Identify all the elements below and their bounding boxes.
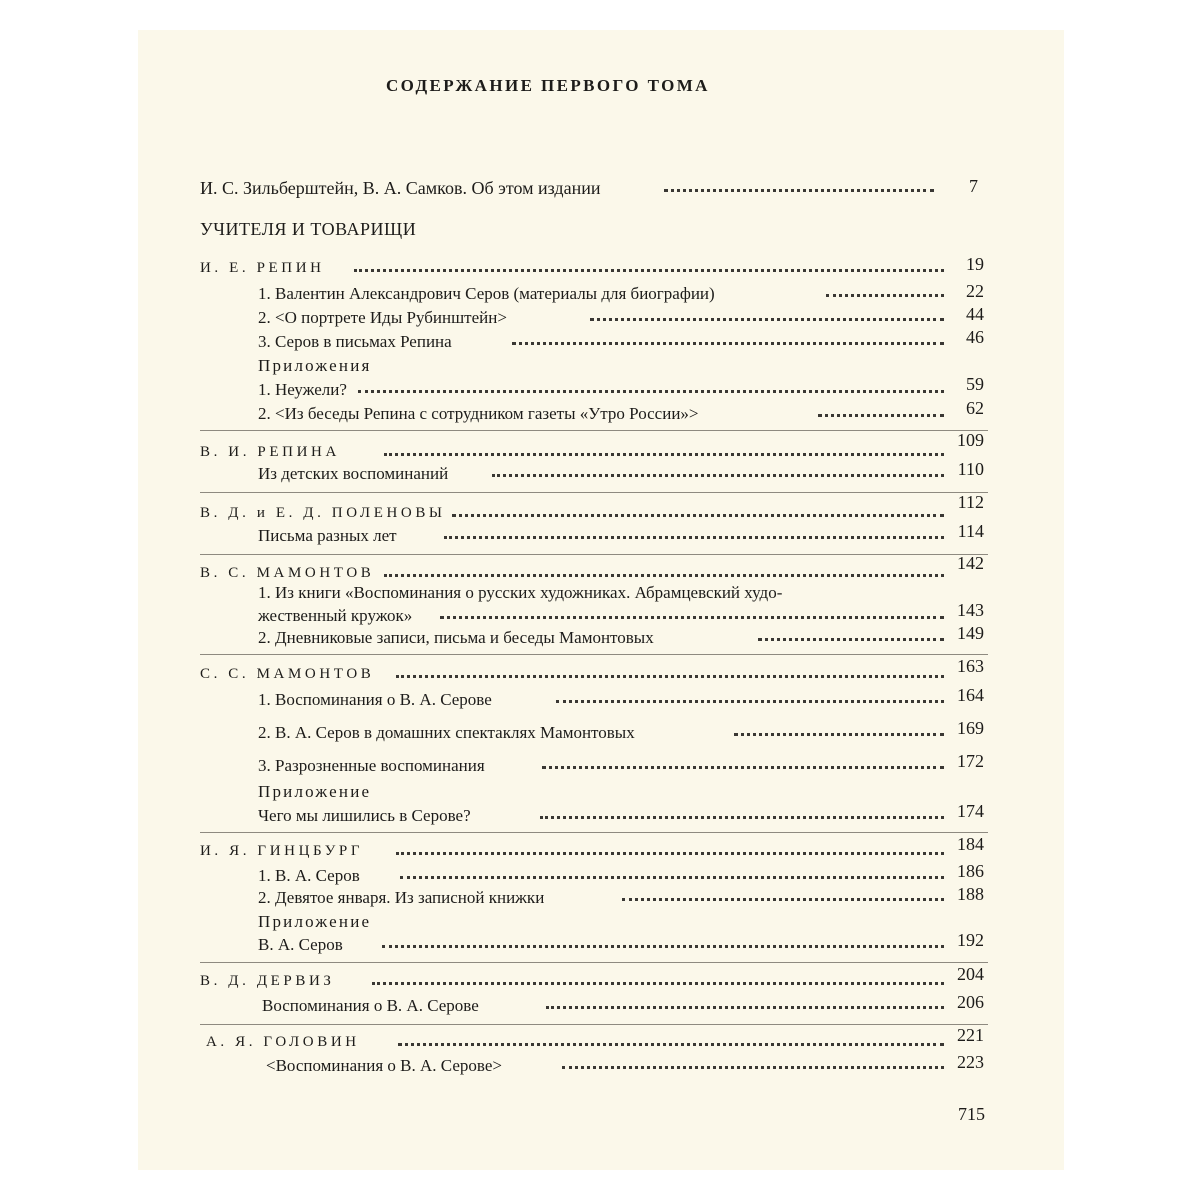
toc-page-number: 110 [957,459,984,479]
toc-entry: Из детских воспоминаний [258,464,449,483]
divider [200,654,988,655]
toc-page-number: 174 [957,801,984,821]
toc-entry: 2. Дневниковые записи, письма и беседы Мамонтовых [258,628,654,647]
divider [200,962,988,963]
leader-dots [396,848,944,855]
toc-author: В. Д. ДЕРВИЗ [200,973,335,989]
leader-dots [396,671,944,678]
toc-page-number: 44 [966,304,984,324]
leader-dots [562,1062,944,1069]
toc-page-number: 169 [957,718,984,738]
divider [200,554,988,555]
page-title: СОДЕРЖАНИЕ ПЕРВОГО ТОМА [386,76,710,95]
page-number: 715 [958,1104,985,1124]
leader-dots [758,634,944,641]
toc-entry: 2. В. А. Серов в домашних спектаклях Мамонтовых [258,723,635,742]
toc-entry: 2. Девятое января. Из записной книжки [258,888,545,907]
toc-page-number: 206 [957,992,984,1012]
leader-dots [372,978,944,985]
toc-page-number: 184 [957,834,984,854]
toc-entry: 1. Воспоминания о В. А. Серове [258,690,492,709]
leader-dots [512,338,944,345]
toc-entry: 3. Серов в письмах Репина [258,332,452,351]
toc-page-number: 59 [966,374,984,394]
toc-page-number: 164 [957,685,984,705]
toc-page-number: 221 [957,1025,984,1045]
divider [200,492,988,493]
leader-dots [400,872,944,879]
toc-page-number: 142 [957,553,984,573]
leader-dots [440,612,944,619]
toc-author: И. Я. ГИНЦБУРГ [200,843,364,859]
toc-author: В. С. МАМОНТОВ [200,565,375,581]
leader-dots [826,290,944,297]
toc-entry: 1. Валентин Александрович Серов (материалы для биографии) [258,284,715,303]
leader-dots [540,812,944,819]
toc-entry: 2. <Из беседы Репина с сотрудником газеты «Утро России»> [258,404,699,423]
toc-entry: 1. Неужели? [258,380,347,399]
toc-page-number: 172 [957,751,984,771]
toc-intro-text: И. С. Зильберштейн, В. А. Самков. Об этом издании [200,178,601,198]
leader-dots [622,894,944,901]
toc-entry: <Воспоминания о В. А. Серове> [266,1056,502,1075]
toc-page-number: 19 [966,254,984,274]
toc-page-number: 114 [957,521,984,541]
leader-dots [358,386,944,393]
toc-entry: В. А. Серов [258,935,343,954]
toc-entry: Воспоминания о В. А. Серове [262,996,479,1015]
toc-entry: 1. Из книги «Воспоминания о русских художниках. Абрамцевский худо- [258,583,783,602]
leader-dots [590,314,944,321]
divider [200,430,988,431]
leader-dots [398,1039,944,1046]
toc-page-number: 62 [966,398,984,418]
divider [200,1024,988,1025]
toc-page-number: 223 [957,1052,984,1072]
leader-dots [734,729,944,736]
toc-entry: 3. Разрозненные воспоминания [258,756,485,775]
toc-subheading: Приложения [258,356,372,375]
toc-entry: Чего мы лишились в Серове? [258,806,471,825]
toc-page-number: 163 [957,656,984,676]
leader-dots [556,696,944,703]
divider [200,832,988,833]
leader-dots [492,470,944,477]
toc-page-number: 204 [957,964,984,984]
toc-page-number: 192 [957,930,984,950]
toc-entry: 2. <О портрете Иды Рубинштейн> [258,308,507,327]
leader-dots [384,449,944,456]
toc-subheading: Приложение [258,912,372,931]
leader-dots [542,762,944,769]
leader-dots [444,532,944,539]
toc-page-number: 46 [966,327,984,347]
toc-author: А. Я. ГОЛОВИН [206,1034,360,1050]
toc-author: В. И. РЕПИНА [200,444,340,460]
leader-dots [546,1002,944,1009]
toc-entry: Письма разных лет [258,526,397,545]
toc-page-number: 188 [957,884,984,904]
toc-author: В. Д. и Е. Д. ПОЛЕНОВЫ [200,505,446,521]
leader-dots [384,570,944,577]
toc-entry: жественный кружок» [258,606,413,625]
toc-page-number: 22 [966,281,984,301]
toc-subheading: Приложение [258,782,372,801]
toc-page-number: 143 [957,600,984,620]
toc-page-number: 186 [957,861,984,881]
leader-dots [664,185,934,192]
toc-author: И. Е. РЕПИН [200,260,325,276]
toc-page-number: 112 [957,492,984,512]
toc-intro-page: 7 [969,176,978,196]
leader-dots [382,941,944,948]
section-heading: УЧИТЕЛЯ И ТОВАРИЩИ [200,219,417,239]
leader-dots [354,265,944,272]
toc-page-number: 149 [957,623,984,643]
toc-entry: 1. В. А. Серов [258,866,360,885]
toc-page-number: 109 [957,430,984,450]
toc-author: С. С. МАМОНТОВ [200,666,375,682]
leader-dots [818,410,944,417]
leader-dots [452,510,944,517]
